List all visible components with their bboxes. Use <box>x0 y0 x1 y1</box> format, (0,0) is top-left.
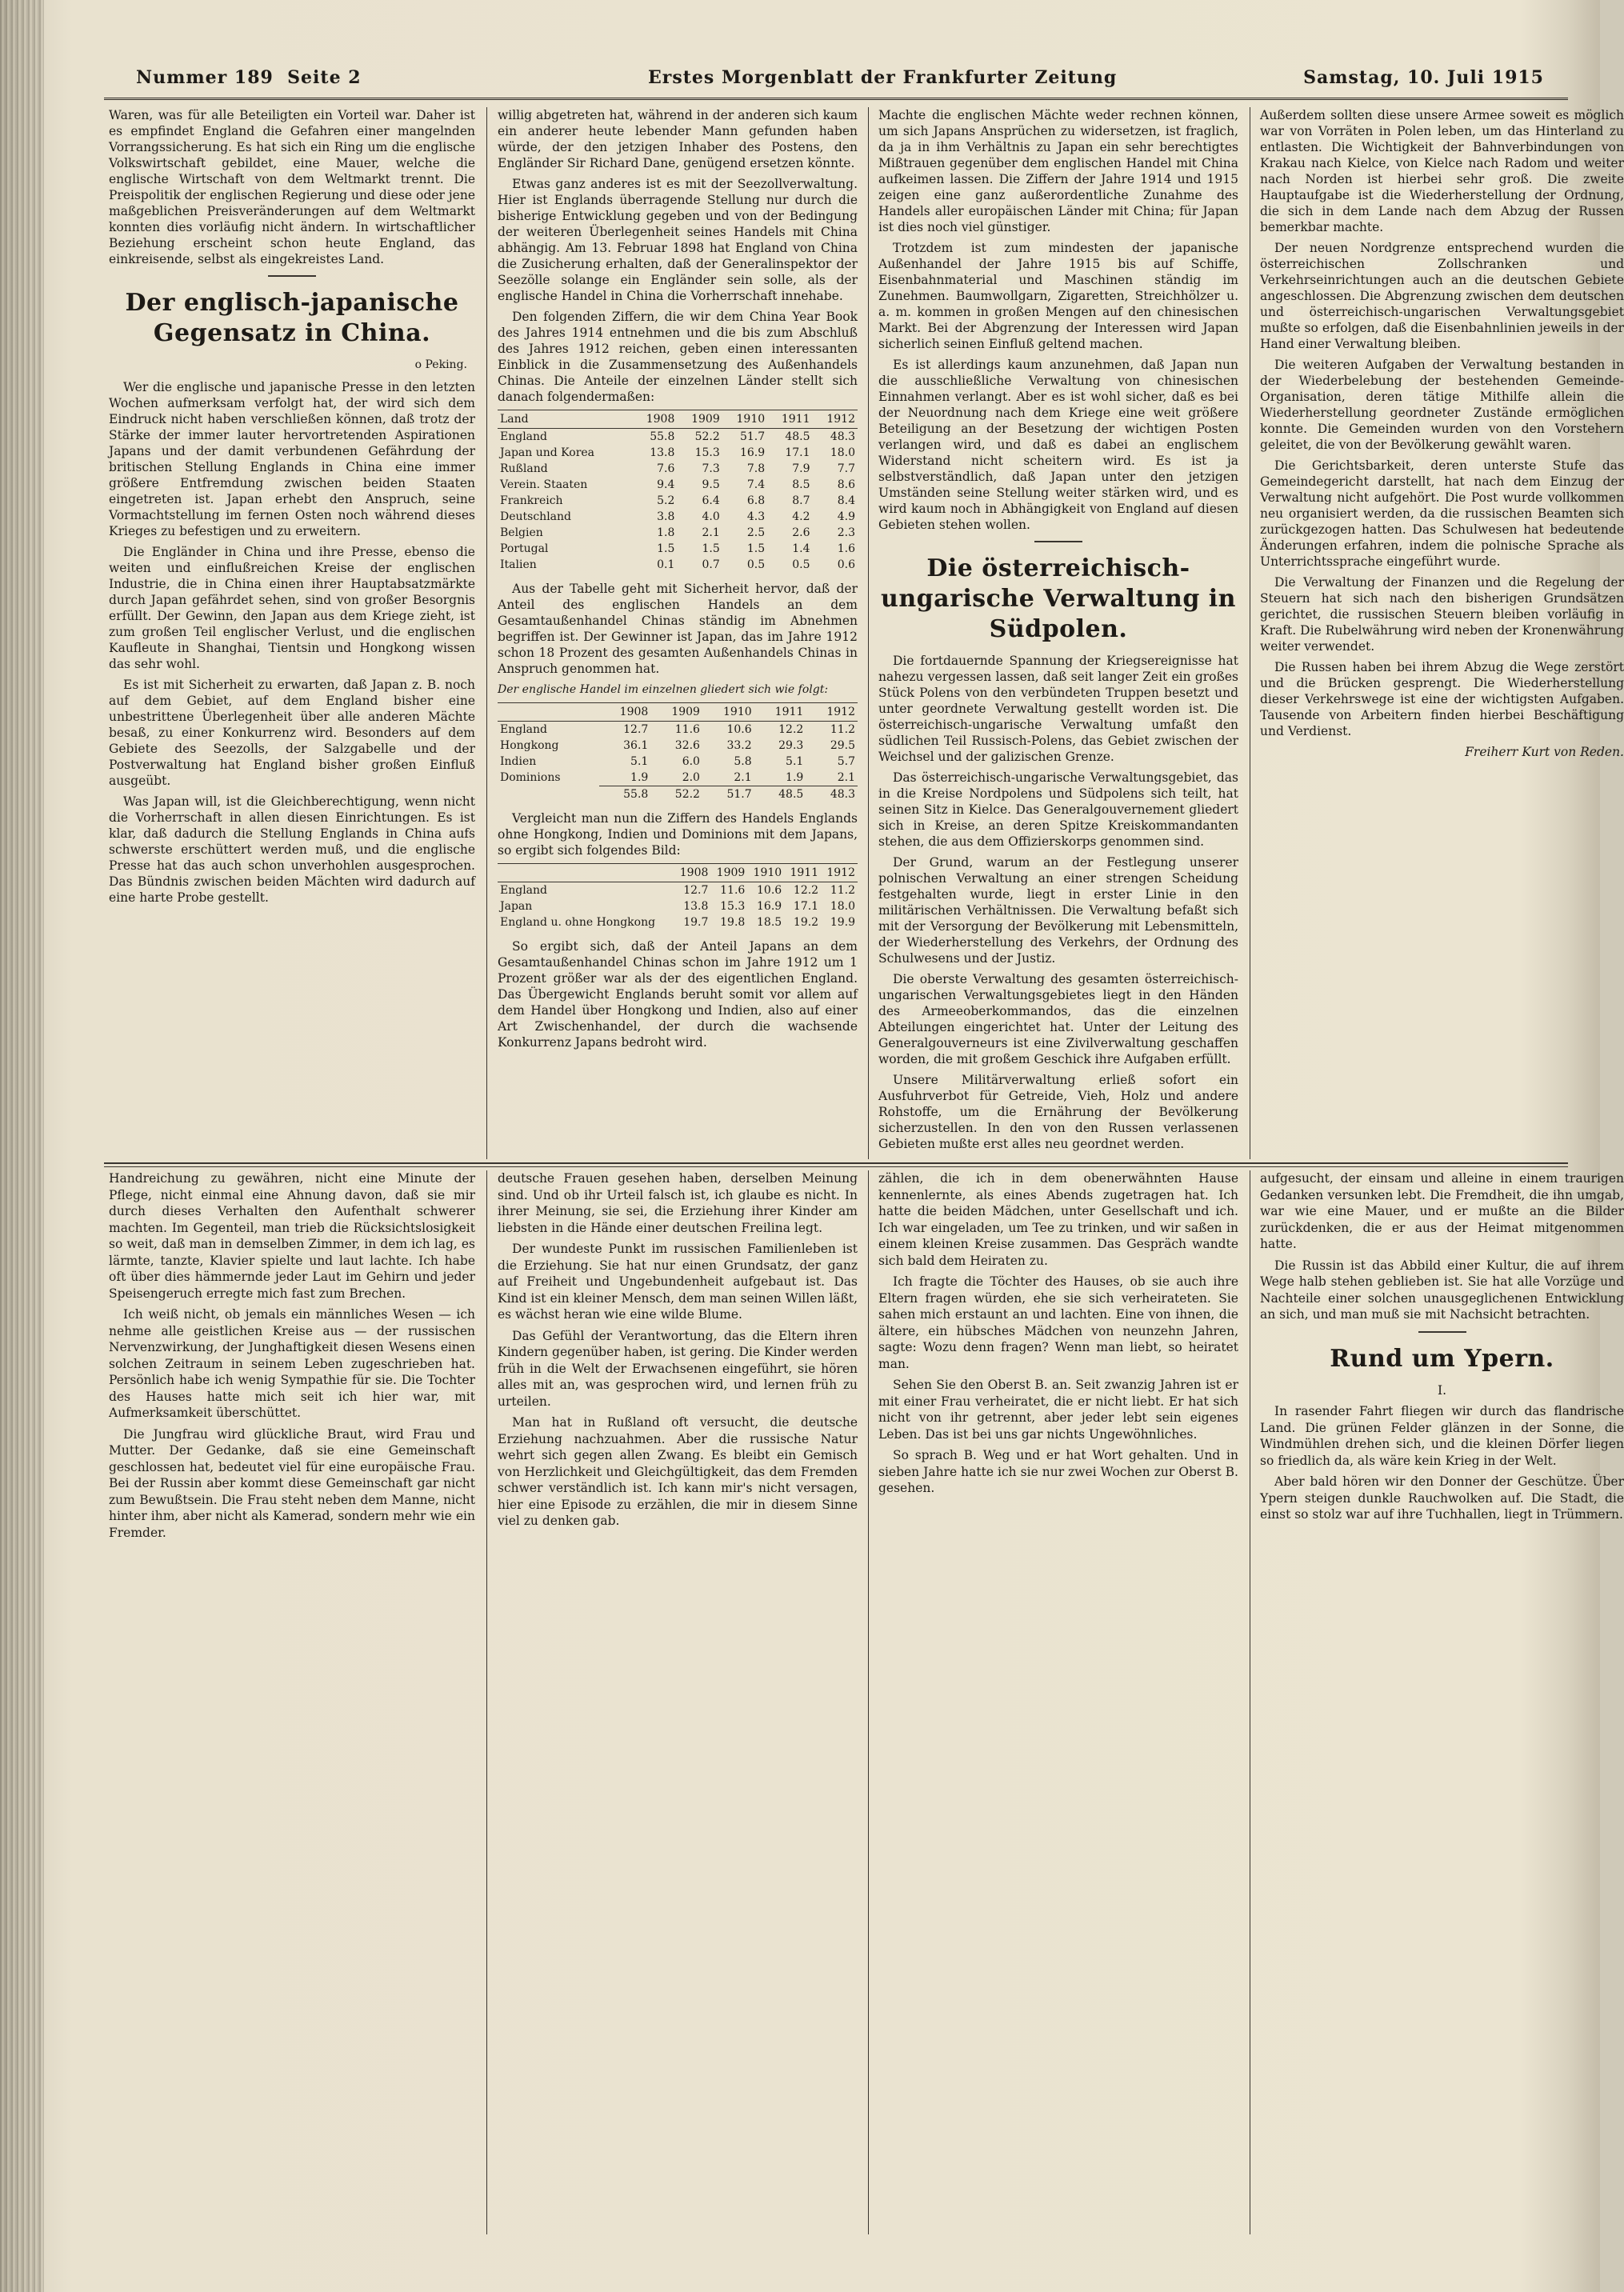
col4-paragraph: Die Gerichtsbarkeit, deren unterste Stufe das Gemeindegericht darstellt, hat nach dem Einzug der Verwaltung nicht aufgehört. Die Post wurde vollkommen neu organisiert werden, da die russischen Beamten sich zurückgezogen hatten. Das Schulwesen hat bedeutende Änderungen erfahren, indem die polnische Sprache als Unterrichtssprache eingeführt wurde. <box>1260 458 1624 569</box>
table-cell: 12.7 <box>623 723 649 736</box>
table-cell: 52.2 <box>650 786 702 803</box>
table-cell: 11.2 <box>830 884 855 897</box>
table-cell: 8.6 <box>837 478 855 491</box>
feuilleton-rule-thin <box>104 1166 1568 1167</box>
lower-paragraph: Die Jungfrau wird glückliche Braut, wird Frau und Mutter. Der Gedanke, daß sie eine Gemeinschaft geschlossen hat, bedeutet viel für eine europäische Frau. Bei der Russin aber kommt diese Gemeinschaft gar nicht zum Bewußtsein. Die Frau steht neben dem Manne, nicht hinter ihm, aber nicht als Kamerad, sondern mehr wie ein Fremder. <box>109 1426 475 1540</box>
table-cell: Portugal <box>500 542 549 555</box>
table-cell: 5.1 <box>786 755 804 768</box>
col2-end-paragraph: So ergibt sich, daß der Anteil Japans an dem Gesamtaußenhandel Chinas schon im Jahre 1912 um 1 Prozent größer war als der des eigentlichen England. Das Übergewicht Englands beruht somit vor allem auf dem Handel über Hongkong und Indien, also auf einer Art Zwischenhandel, der durch die wachsende Konkurrenz Japans bedroht wird. <box>498 939 858 1050</box>
year-header: 1912 <box>813 410 858 429</box>
article-headline-china: Der englisch-japanische Gegensatz in China. <box>125 289 459 347</box>
table-row <box>498 770 858 786</box>
lower-paragraph: Ich fragte die Töchter des Hauses, ob sie auch ihre Eltern fragen würden, ehe sie sich verheirateten. Sie sahen mich erstaunt an und lachten. Eine von ihnen, die ältere, ein hübsches Mädchen von neunzehn Jahren, sagte: Wozu denn fragen? Wenn man liebt, so heiratet man. <box>878 1274 1238 1371</box>
table-cell: 11.6 <box>674 723 700 736</box>
table-cell: 7.4 <box>746 478 766 491</box>
table-row <box>498 722 858 738</box>
table-cell: 15.3 <box>720 900 746 913</box>
col1-paragraph: Die Engländer in China und ihre Presse, ebenso die weiten und einflußreichen Kreise der englischen Industrie, die in China einen ihrer Hauptabsatzmärkte durch Japan gefährdet sehen, sind von großer Besorgnis erfüllt. Der Gewinn, den Japan aus dem Kriege zieht, ist zum großen Teil englischer Verlust, und die englischen Kaufleute in Shanghai, Tientsin und Hongkong wissen das sehr wohl. <box>109 545 475 671</box>
lower-paragraph: deutsche Frauen gesehen haben, derselben Meinung sind. Und ob ihr Urteil falsch ist, ich glaube es nicht. In ihrer Meinung, sie sei, die Erziehung ihrer Kinder am liebsten in die Hände einer deutschen Freilina legt. <box>498 1171 858 1235</box>
table-cell: 16.9 <box>739 446 766 459</box>
table-cell: England <box>500 723 548 736</box>
year-header: 1911 <box>767 410 812 429</box>
table-cell <box>498 786 599 803</box>
column-2 <box>498 107 858 1155</box>
trade-share-rows <box>498 429 858 574</box>
issue-number-text: Nummer 189 <box>136 67 274 88</box>
newspaper-page <box>104 62 1624 2254</box>
table-row <box>498 557 858 573</box>
table-cell: 5.7 <box>837 755 855 768</box>
column-1 <box>109 107 475 1155</box>
year-header: 1908 <box>632 410 677 429</box>
col2-paragraph: Den folgenden Ziffern, die wir dem China Year Book des Jahres 1914 entnehmen und die bis zum Abschluß des Jahres 1912 reichen, geben einen interessanten Einblick in die Zusammensetzung des Außenhandels Chinas. Die Anteile der einzelnen Länder stellt sich danach folgendermaßen: <box>498 310 858 404</box>
divider <box>1034 541 1082 542</box>
col4-paragraph: Außerdem sollten diese unsere Armee soweit es möglich war von Vorräten in Polen leben, um das Hinterland zu entlasten. Die Wichtigkeit der Bahnverbindungen von Krakau nach Kielce, von Kielce nach Radom und weiter nach Norden ist hierbei sehr groß. Die zweite Hauptaufgabe ist die Wiederherstellung der Ordnung, die sich in dem Lande nach dem Abzug der Russen bemerkbar machte. <box>1260 108 1624 234</box>
table-cell: 8.7 <box>792 494 810 507</box>
table-cell: Japan <box>500 900 533 913</box>
table-cell: Hongkong <box>500 739 559 752</box>
table-cell: 1.9 <box>786 771 804 784</box>
table-cell: 1.6 <box>837 542 855 555</box>
table-cell: 6.8 <box>746 494 766 507</box>
lower-paragraph: Man hat in Rußland oft versucht, die deutsche Erziehung nachzuahmen. Aber die russische Natur wehrt sich gegen allen Zwang. Es bleibt ein Gemisch von Herzlichkeit und Gleichgültigkeit, das dem Fremden schwer verständlich ist. Ich kann mir's nicht versagen, hier eine Episode zu erzählen, die mir in diesem Sinne viel zu denken gab. <box>498 1415 858 1528</box>
article-headline-suedpolen: Die österreichisch-ungarische Verwaltung in Südpolen. <box>881 554 1236 643</box>
table-row <box>498 914 858 930</box>
col4-paragraph: Die Verwaltung der Finanzen und die Regelung der Steuern hat sich nach den bisherigen Grundsätzen gerichtet, die russischen Steuern bleiben vorläufig in Kraft. Die Rubelwährung wird neben der Kronenwährung weiter verwendet. <box>1260 575 1624 654</box>
table-cell: 29.5 <box>830 739 855 752</box>
table-row <box>498 882 858 899</box>
table-cell: England u. ohne Hongkong <box>500 916 656 929</box>
table-cell: Frankreich <box>500 494 563 507</box>
table-cell: 8.5 <box>792 478 810 491</box>
table-cell: 1.5 <box>657 542 675 555</box>
table-cell: 1.5 <box>702 542 720 555</box>
col1-paragraph: Es ist mit Sicherheit zu erwarten, daß Japan z. B. noch auf dem Gebiet, auf dem England bisher eine unbestrittene Überlegenheit über alle anderen Mächte besaß, zu einer Konkurrenz wird. Besonders auf dem Gebiete des Seezolls, der Salzgabelle und der Postverwaltung hat England bisher großen Einfluß ausgeübt. <box>109 678 475 788</box>
table-cell: 0.5 <box>746 558 766 571</box>
lower-paragraph: Aber bald hören wir den Donner der Geschütze. Über Ypern steigen dunkle Rauchwolken auf. Die Stadt, die einst so stolz war auf ihre Tuchhallen, liegt in Trümmern. <box>1260 1474 1624 1522</box>
col1-intro: Waren, was für alle Beteiligten ein Vorteil war. Daher ist es empfindet England die Gefahren einer mangelnden Vorrangssicherung. Es hat sich ein Ring um die englische Volkswirtschaft gebildet, eine Mauer, welche die englische Wirtschaft von dem Weltmarkt trennt. Die Preispolitik der englischen Regierung und diese oder jene maßgeblichen Preisveränderungen auf dem Weltmarkt konnten dies vorläufig nicht ändern. In wirtschaftlicher Beziehung erscheint schon heute England, das einkreisende, selbst als eingekreistes Land. <box>109 108 475 266</box>
table-cell: 16.9 <box>757 900 782 913</box>
table-cell: 9.5 <box>702 478 720 491</box>
table-row <box>498 738 858 754</box>
table-cell: England <box>500 430 548 443</box>
divider <box>1418 1331 1466 1333</box>
table-cell: 6.4 <box>702 494 720 507</box>
year-header: 1912 <box>821 864 858 882</box>
year-header: 1910 <box>722 410 767 429</box>
col2-compare-text: Vergleicht man nun die Ziffern des Handels Englands ohne Hongkong, Indien und Dominions mit dem Japans, so ergibt sich folgendes Bild: <box>498 811 858 858</box>
table-cell: 4.3 <box>746 510 766 523</box>
table-cell: 18.0 <box>830 900 855 913</box>
lower-column-2 <box>498 1170 858 2234</box>
england-japan-table <box>498 863 858 930</box>
table-cell: 0.6 <box>837 558 855 571</box>
lower-paragraph: In rasender Fahrt fliegen wir durch das flandrische Land. Die grünen Felder glänzen in der Sonne, die Windmühlen drehen sich, und die kleinen Dörfer liegen so friedlich da, als wäre kein Krieg in der Welt. <box>1260 1404 1624 1468</box>
lower-column-4 <box>1260 1170 1624 2234</box>
table-cell: 13.8 <box>683 900 709 913</box>
table-cell: England <box>500 884 548 897</box>
table-row <box>498 429 858 446</box>
table-cell: 5.1 <box>630 755 649 768</box>
table-cell: Japan und Korea <box>500 446 595 459</box>
empty-header <box>498 703 599 722</box>
table-cell: 7.7 <box>837 462 855 475</box>
table-cell: 48.5 <box>785 430 810 443</box>
table-cell: 51.7 <box>702 786 754 803</box>
column-rule <box>486 107 487 1159</box>
table-row <box>498 898 858 914</box>
year-header: 1912 <box>806 703 858 722</box>
col3-paragraph: Die fortdauernde Spannung der Kriegsereignisse hat nahezu vergessen lassen, daß seit langer Zeit ein großes Stück Polens von den verbündeten Truppen besetzt und unter geordnete Verwaltung gestellt worden ist. Die österreichisch-ungarische Verwaltung umfaßt den südlichen Teil Russisch-Polens, das Gebiet zwischen der Weichsel und der galizischen Grenze. <box>878 654 1238 764</box>
table-cell: Italien <box>500 558 537 571</box>
table-cell: 7.6 <box>657 462 675 475</box>
lower-column-1 <box>109 1170 475 2234</box>
table-cell: 15.3 <box>694 446 720 459</box>
lower-paragraph: Ich weiß nicht, ob jemals ein männliches Wesen — ich nehme alle geistlichen Kreise aus — der russischen Nervenzwirkung, der Junghaftigkeit diesen Wesens einen solchen Zeitraum in seinem Leben zugeschrieben hat. Persönlich habe ich wenig Sympathie für sie. Die Tochter des Hauses hatte mich seit ich hier war, mit Aufmerksamkeit überschüttet. <box>109 1307 475 1420</box>
table-cell: 5.2 <box>657 494 675 507</box>
feuilleton-rule <box>104 1162 1568 1164</box>
table-cell: 18.0 <box>830 446 855 459</box>
table-row <box>498 477 858 493</box>
year-header: 1908 <box>599 703 651 722</box>
table-cell: Indien <box>500 755 537 768</box>
table-cell: 1.5 <box>746 542 766 555</box>
table-cell: 4.0 <box>702 510 720 523</box>
table-cell: 33.2 <box>726 739 752 752</box>
col4-paragraph: Die Russen haben bei ihrem Abzug die Wege zerstört und die Brücken gesprengt. Die Wiederherstellung dieser Verkehrswege ist eine der wichtigsten Aufgaben. Tausende von Arbeitern finden hierbei Beschäftigung und Verdienst. <box>1260 660 1624 738</box>
col3-paragraph: Unsere Militärverwaltung erließ sofort ein Ausfuhrverbot für Getreide, Vieh, Holz und andere Rohstoffe, um die Ernährung der Bevölkerung sicherzustellen. In den von den Russen verlassenen Gebieten mußte erst alles neu geordnet werden. <box>878 1073 1238 1151</box>
england-japan-rows <box>498 882 858 931</box>
table-row <box>498 525 858 541</box>
lower-paragraph: Handreichung zu gewähren, nicht eine Minute der Pflege, nicht einmal eine Ahnung davon, daß sie mir durch dieses Verhalten den Aufenthalt schwerer machten. Im Gegenteil, man trieb die Rücksichtslosigkeit so weit, daß man in demselben Zimmer, in dem ich lag, es lärmte, tanzte, Klavier spielte und laut lachte. Ich habe oft über dies hämmernde jeder Laut im Gehirn und jeder Speisengeruch erregte mich fast zum Brechen. <box>109 1171 475 1301</box>
english-trade-table <box>498 702 858 802</box>
year-header: 1909 <box>677 410 722 429</box>
table-cell: 7.8 <box>746 462 766 475</box>
table-cell: Dominions <box>500 771 561 785</box>
year-header: 1911 <box>754 703 806 722</box>
trade-share-table <box>498 410 858 573</box>
table-cell: 29.3 <box>778 739 804 752</box>
table-cell: 5.8 <box>734 755 752 768</box>
table-cell: 2.1 <box>837 771 855 784</box>
table-cell: 2.6 <box>792 526 810 539</box>
table-cell: 17.1 <box>785 446 810 459</box>
table-row <box>498 754 858 770</box>
col3-paragraph: Es ist allerdings kaum anzunehmen, daß Japan nun die ausschließliche Verwaltung von chinesischen Einnahmen verlangt. Aber es ist wohl sicher, daß es bei der Neuordnung nach dem Kriege eine weit größere Beteiligung an der Besetzung der wichtigen Posten verlangen wird, und daß es dabei an englischem Widerstand nicht scheitern wird. Es ist ja selbstverständlich, daß Japan unter den jetzigen Umständen seine Stellung weiter stärken wird, und es wird kaum noch in Abhängigkeit von England auf diesen Gebieten stehen wollen. <box>878 358 1238 532</box>
table-row <box>498 509 858 525</box>
table-cell: 2.1 <box>702 526 720 539</box>
table-row <box>498 541 858 557</box>
table-cell: 55.8 <box>650 430 675 443</box>
masthead-bar <box>104 62 1568 100</box>
table-cell: 52.2 <box>694 430 720 443</box>
article-headline-ypern: Rund um Ypern. <box>1330 1344 1554 1373</box>
col3-paragraph: Machte die englischen Mächte weder rechnen können, um sich Japans Ansprüchen zu widersetzen, ist fraglich, da ja in ihm Verhältnis zu Japan ein sehr berechtigtes Mißtrauen gegenüber dem englischen Handel mit China aufkeimen lassen. Die Ziffern der Jahre 1914 und 1915 zeigen eine ganz außerordentliche Zunahme des Handels aller europäischen Länder mit China; für Japan ist dies noch viel günstiger. <box>878 108 1238 234</box>
table-cell: 1.8 <box>657 526 675 539</box>
table-cell: Rußland <box>500 462 548 475</box>
col1-paragraph: Wer die englische und japanische Presse in den letzten Wochen aufmerksam verfolgt hat, der wird sich dem Eindruck nicht haben verschließen können, daß trotz der Stärke der immer lauter hervortretenden Aspirationen Japans und der damit verbundenen Gefährdung der britischen Stellung Englands in China eine immer größere Entfremdung zwischen beiden Staaten eingetreten ist. Japan erhebt den Anspruch, seine Vormachtstellung im fernen Osten noch während dieses Krieges zu befestigen und zu erweitern. <box>109 380 475 538</box>
table-cell: 3.8 <box>657 510 675 523</box>
column-4 <box>1260 107 1624 1155</box>
paper-title: Erstes Morgenblatt der Frankfurter Zeitung <box>648 67 1118 88</box>
section-mark: I. <box>1437 1382 1447 1398</box>
lower-paragraph: zählen, die ich in dem obenerwähnten Hause kennenlernte, als eines Abends zugetragen hat. Ich hatte die beiden Mädchen, unter Gesellschaft und ich. Ich war eingeladen, um Tee zu trinken, und wir saßen in einem kleinen Kreise zusammen. Das Gespräch wandte sich bald dem Heiraten zu. <box>878 1171 1238 1268</box>
lower-paragraph: Der wundeste Punkt im russischen Familienleben ist die Erziehung. Sie hat nur einen Grundsatz, der ganz auf Freiheit und Ungebundenheit aufgebaut ist. Das Kind ist ein kleiner Mensch, dem man seinen Willen läßt, es wächst heran wie eine wilde Blume. <box>498 1242 858 1322</box>
table-cell: 17.1 <box>793 900 819 913</box>
table-cell: 18.5 <box>757 916 782 929</box>
table-cell: 2.1 <box>734 771 752 784</box>
lower-paragraph: Die Russin ist das Abbild einer Kultur, die auf ihrem Wege halb stehen geblieben ist. Sie hat alle Vorzüge und Nachteile einer solchen unausgeglichenen Entwicklung an sich, und man muß sie mit Nachsicht betrachten. <box>1260 1258 1624 1322</box>
table-cell: 48.5 <box>754 786 806 803</box>
col3-paragraph: Das österreichisch-ungarische Verwaltungsgebiet, das in die Kreise Nordpolens und Südpolens sich teilt, hat seinen Sitz in Kielce. Das Generalgouvernement gliedert sich in Kreise, an deren Spitze Kreiskommandanten stehen, die aus dem Offizierskorps genommen sind. <box>878 770 1238 849</box>
table-cell: Deutschland <box>500 510 571 523</box>
table-cell: 13.8 <box>650 446 675 459</box>
table-cell: Belgien <box>500 526 543 539</box>
column-rule <box>868 107 869 1159</box>
table-cell: 6.0 <box>682 755 700 768</box>
empty-header <box>498 864 674 882</box>
col2-mid-paragraph: Aus der Tabelle geht mit Sicherheit hervor, daß der Anteil des englischen Handels an dem Gesamtaußenhandel Chinas ständig im Abnehmen begriffen ist. Der Gewinner ist Japan, das im Jahre 1912 schon 18 Prozent des gesamten Außenhandels Chinas in Anspruch genommen hat. <box>498 582 858 676</box>
table-cell: 0.5 <box>792 558 810 571</box>
col3-paragraph: Der Grund, warum an der Festlegung unserer polnischen Verwaltung an einer strengen Scheidung festgehalten wurde, liegt in erster Linie in den militärischen Verhältnissen. Die Verwaltung befaßt sich mit der Versorgung der Bevölkerung mit Lebensmitteln, der Wiederherstellung des Verkehrs, der Ordnung des Schulwesens und der Justiz. <box>878 855 1238 966</box>
lower-paragraph: Sehen Sie den Oberst B. an. Seit zwanzig Jahren ist er mit einer Frau verheiratet, die er nicht liebt. Er hat sich nicht von ihr getrennt, aber jeder lebt sein eigenes Leben. Das ist bei uns gar nichts Ungewöhnliches. <box>878 1378 1238 1442</box>
table-cell: 2.5 <box>746 526 766 539</box>
table-cell: 4.9 <box>837 510 855 523</box>
table-cell: 12.2 <box>793 884 819 897</box>
table-row <box>498 493 858 509</box>
col2-paragraph: willig abgetreten hat, während in der anderen sich kaum ein anderer heute lebender Mann gefunden haben würde, der den jetzigen Inhaber des Postens, den Engländer Sir Richard Dane, genügend ersetzen könnte. <box>498 108 858 170</box>
col1-paragraph: Was Japan will, ist die Gleichberechtigung, wenn nicht die Vorherrschaft in allen diesen Einrichtungen. Es ist klar, daß dadurch die Stellung Englands in China aufs schwerste erschüttert werden muß, und die englische Presse hat das auch schon unverhohlen ausgesprochen. Das Bündnis zwischen beiden Mächten wird dadurch auf eine harte Probe gestellt. <box>109 794 475 905</box>
column-rule <box>868 1170 869 2234</box>
table-cell: 51.7 <box>739 430 766 443</box>
col3-paragraph: Trotzdem ist zum mindesten der japanische Außenhandel der Jahre 1915 bis auf Schiffe, Eisenbahnmaterial und Maschinen ständig im Zunehmen. Baumwollgarn, Zigaretten, Streichhölzer u. a. m. kommen in großen Mengen auf den chinesischen Markt. Bei der Abgrenzung der Interessen wird Japan sicherlich seinen Einfluß geltend machen. <box>878 241 1238 351</box>
table-cell: 1.9 <box>630 771 649 784</box>
table-cell: 19.9 <box>830 916 855 929</box>
year-header: 1909 <box>710 864 747 882</box>
col4-paragraph: Der neuen Nordgrenze entsprechend wurden die österreichischen Zollschranken und Verkehrseinrichtungen auch an die deutschen Gebiete angeschlossen. Die Abgrenzung zwischen dem deutschen und österreichisch-ungarischen Verwaltungsgebiet mußte so erfolgen, daß die Eisenbahnlinien jeweils in der Hand einer Verwaltung bleiben. <box>1260 241 1624 351</box>
author-signature: Freiherr Kurt von Reden. <box>1465 745 1624 759</box>
year-header: 1908 <box>674 864 711 882</box>
table-cell: 0.7 <box>702 558 720 571</box>
table-cell: 2.3 <box>837 526 855 539</box>
issue-date: Samstag, 10. Juli 1915 <box>1303 67 1544 88</box>
table-cell: 1.4 <box>792 542 810 555</box>
table-cell: 4.2 <box>792 510 810 523</box>
table-caption: Land <box>498 410 632 429</box>
lower-paragraph: aufgesucht, der einsam und alleine in einem traurigen Gedanken versunken lebt. Die Fremdheit, die ihn umgab, war wie eine Mauer, und er mußte an die Bilder zurückdenken, die er aus der Heimat mitgenommen hatte. <box>1260 1171 1624 1251</box>
table-cell: 12.2 <box>778 723 804 736</box>
page-stack-edge <box>0 0 44 2292</box>
table-cell: 11.6 <box>720 884 746 897</box>
table-cell: 48.3 <box>830 430 855 443</box>
table-cell: 12.7 <box>683 884 709 897</box>
table-row <box>498 445 858 461</box>
table-cell: 32.6 <box>674 739 700 752</box>
table-cell: 9.4 <box>657 478 675 491</box>
year-header: 1909 <box>650 703 702 722</box>
table-cell: 19.7 <box>683 916 709 929</box>
lower-paragraph: So sprach B. Weg und er hat Wort gehalten. Und in sieben Jahre hatte ich sie nur zwei Wochen zur Oberst B. gesehen. <box>878 1448 1238 1495</box>
table-row <box>498 461 858 477</box>
column-3 <box>878 107 1238 1155</box>
issue-number <box>136 67 362 88</box>
dateline: o Peking. <box>414 358 467 371</box>
column-rule <box>486 1170 487 2234</box>
lower-paragraph: Das Gefühl der Verantwortung, das die Eltern ihren Kindern gegenüber haben, ist gering. Die Kinder werden früh in die Welt der Erwachsenen eingeführt, sie hören alles mit an, was gesprochen wird, und lernen früh zu urteilen. <box>498 1328 858 1409</box>
col3-paragraph: Die oberste Verwaltung des gesamten österreichisch-ungarischen Verwaltungsgebietes liegt in den Händen des Armeeoberkommandos, das die einzelnen Abteilungen eingerichtet hat. Unter der Leitung des Generalgouverneurs ist eine Zivilverwaltung geschaffen worden, die mit großem Geschick ihre Aufgaben erfüllt. <box>878 972 1238 1066</box>
year-header: 1910 <box>702 703 754 722</box>
english-trade-rows <box>498 722 858 803</box>
table-total-row <box>498 786 858 803</box>
table-cell: 11.2 <box>830 723 855 736</box>
col4-paragraph: Die weiteren Aufgaben der Verwaltung bestanden in der Wiederbelebung der bestehenden Gemeinde-Organisation, deren tätige Mithilfe allein die Wiederherstellung geordneter Zustände ermöglichen konnte. Die Gemeinden wurden von den Vorstehern geleitet, die von der Bevölkerung gewählt waren. <box>1260 358 1624 452</box>
year-header: 1911 <box>784 864 821 882</box>
table-cell: Verein. Staaten <box>500 478 588 491</box>
col2-paragraph: Etwas ganz anderes ist es mit der Seezollverwaltung. Hier ist Englands überragende Stellung nur durch die bisherige Entwicklung gegeben und von der Bedingung der weiteren Überlegenheit seines Handels mit China abhängig. Am 13. Februar 1898 hat England von China die Zusicherung erhalten, daß der Generalinspektor der Seezölle solange ein Engländer sein solle, als der englische Handel in China die Vorherrschaft innehabe. <box>498 177 858 303</box>
page-number: Seite 2 <box>287 67 362 88</box>
table-cell: 19.2 <box>793 916 819 929</box>
table-cell: 55.8 <box>599 786 651 803</box>
table-cell: 36.1 <box>623 739 649 752</box>
table-cell: 19.8 <box>720 916 746 929</box>
table-cell: 10.6 <box>726 723 752 736</box>
table-cell: 2.0 <box>682 771 700 784</box>
table-cell: 10.6 <box>757 884 782 897</box>
divider <box>268 275 316 277</box>
table-cell: 7.3 <box>702 462 720 475</box>
table-subtitle: Der englische Handel im einzelnen gliedert sich wie folgt: <box>498 683 829 696</box>
table-cell: 7.9 <box>792 462 810 475</box>
year-header: 1910 <box>747 864 784 882</box>
table-cell: 48.3 <box>806 786 858 803</box>
lower-column-3 <box>878 1170 1238 2234</box>
table-cell: 0.1 <box>657 558 675 571</box>
table-cell: 8.4 <box>837 494 855 507</box>
